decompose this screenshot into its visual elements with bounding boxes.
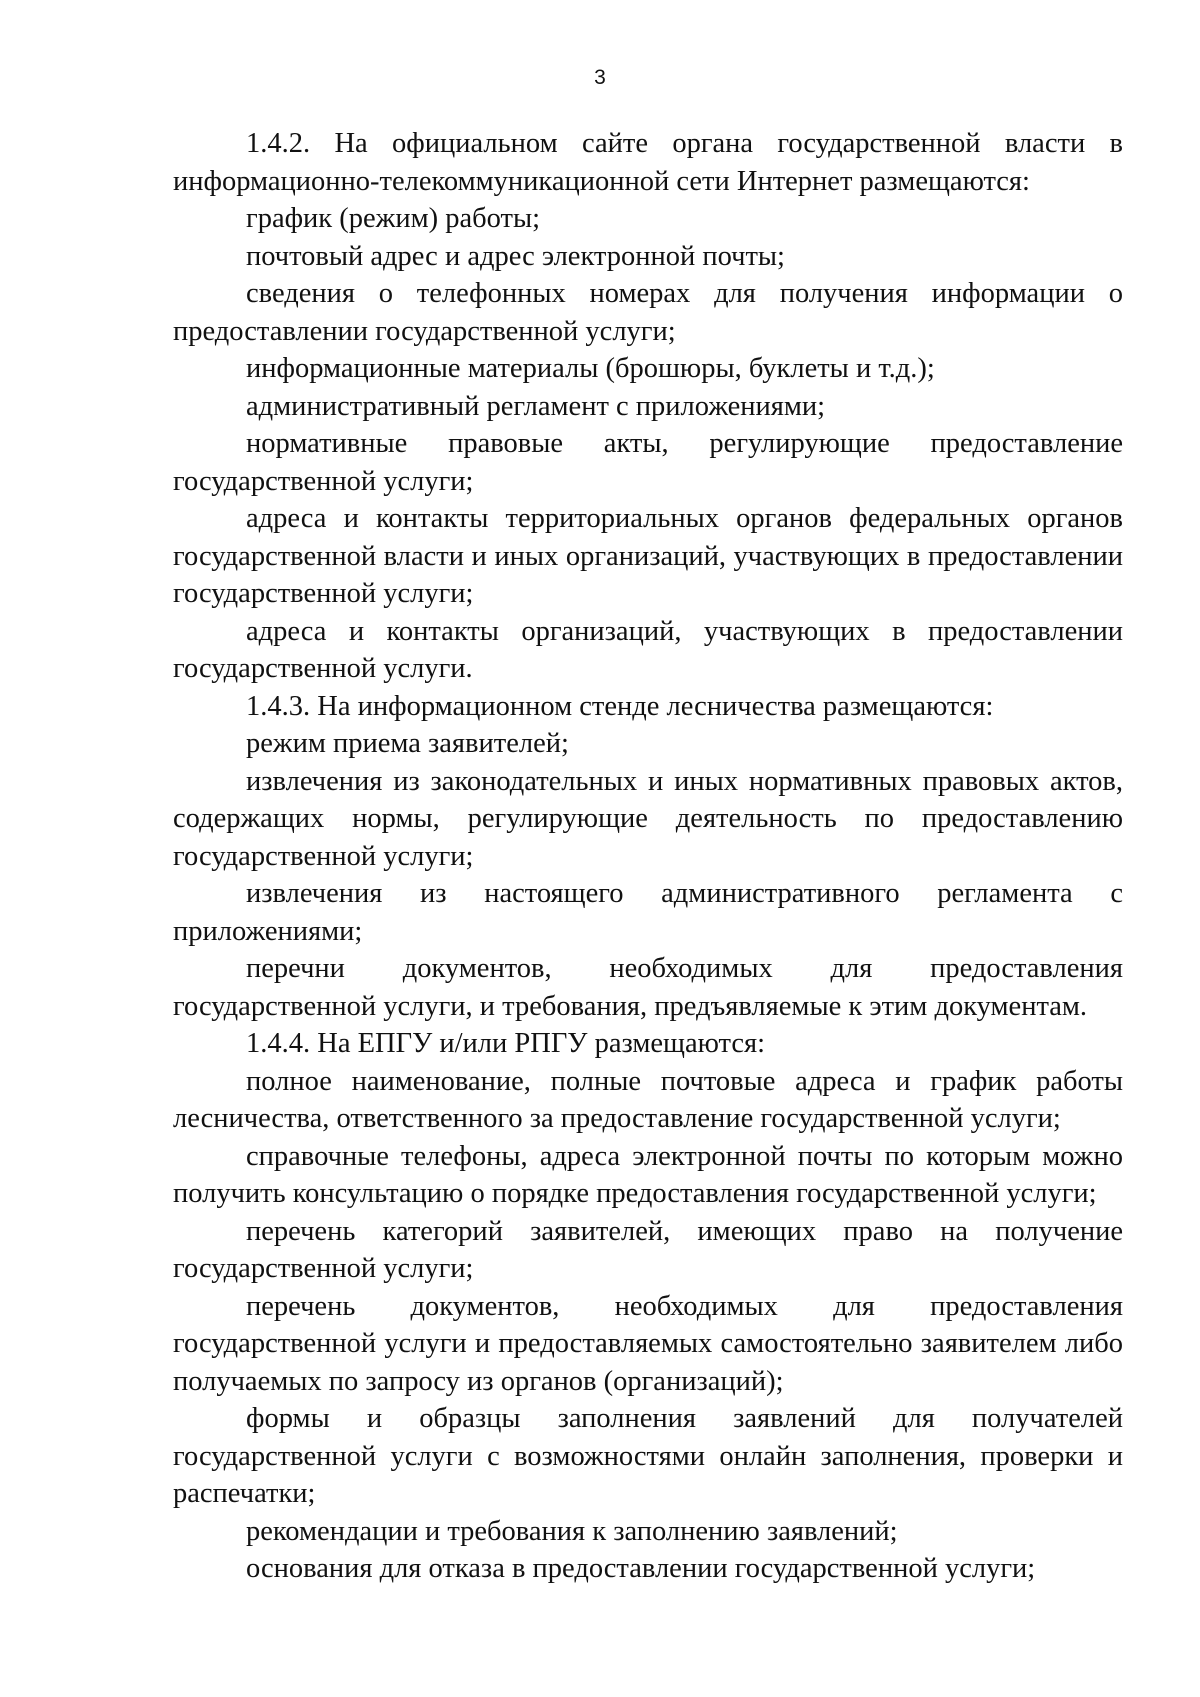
list-item-info-materials: информационные материалы (брошюры, буклеты и т.д.); bbox=[246, 353, 935, 384]
list-item-legal-acts: нормативные правовые акты, регулирующие предоставление государственной услуги; bbox=[173, 428, 1123, 497]
list-item-recommendations: рекомендации и требования к заполнению заявлений; bbox=[246, 1515, 898, 1547]
list-item-organizations: адреса и контакты организаций, участвующих в предоставлении государственной услуги. bbox=[173, 615, 1123, 684]
list-item-full-name: полное наименование, полные почтовые адреса и график работы лесничества, ответственного за предоставление государственной услуги; bbox=[173, 1065, 1123, 1134]
list-item-reception-mode: режим приема заявителей; bbox=[246, 728, 569, 759]
list-item-reference-phones: справочные телефоны, адреса электронной почты по которым можно получить консультацию о порядке предоставления государственной услуги; bbox=[173, 1140, 1123, 1209]
list-item-regulation-extracts: извлечения из настоящего административного регламента с приложениями; bbox=[173, 878, 1123, 947]
list-item-forms-samples: формы и образцы заполнения заявлений для получателей государственной услуги с возможностями онлайн заполнения, проверки и распечатки; bbox=[173, 1403, 1123, 1509]
list-item-admin-regulation: административный регламент с приложениями; bbox=[246, 390, 826, 422]
list-item-phone-info: сведения о телефонных номерах для получения информации о предоставлении государственной услуги; bbox=[173, 278, 1123, 347]
paragraph-1-4-2: 1.4.2. На официальном сайте органа государственной власти в информационно-телекоммуникационной сети Интернет размещаются: bbox=[173, 128, 1123, 197]
list-item-territorial-bodies: адреса и контакты территориальных органов федеральных органов государственной власти и иных организаций, участвующих в предоставлении государственной услуги; bbox=[173, 503, 1123, 609]
list-item-law-extracts: извлечения из законодательных и иных нормативных правовых актов, содержащих нормы, регулирующие деятельность по предоставлению государственной услуги; bbox=[173, 765, 1123, 872]
document-body bbox=[173, 125, 1123, 1588]
list-item-applicant-categories: перечень категорий заявителей, имеющих право на получение государственной услуги; bbox=[173, 1215, 1123, 1284]
list-item-schedule: график (режим) работы; bbox=[246, 203, 541, 234]
list-item-refusal-grounds: основания для отказа в предоставлении государственной услуги; bbox=[246, 1553, 1036, 1584]
paragraph-1-4-4: 1.4.4. На ЕПГУ и/или РПГУ размещаются: bbox=[246, 1028, 766, 1059]
list-item-required-documents: перечень документов, необходимых для предоставления государственной услуги и предоставляемых самостоятельно заявителем либо получаемых по запросу из органов (организаций); bbox=[173, 1290, 1123, 1397]
page-number: 3 bbox=[594, 66, 606, 89]
list-item-postal-address: почтовый адрес и адрес электронной почты; bbox=[246, 240, 785, 272]
list-item-document-lists: перечни документов, необходимых для предоставления государственной услуги, и требования, предъявляемые к этим документам. bbox=[173, 953, 1123, 1022]
paragraph-1-4-3: 1.4.3. На информационном стенде лесничества размещаются: bbox=[246, 690, 994, 722]
